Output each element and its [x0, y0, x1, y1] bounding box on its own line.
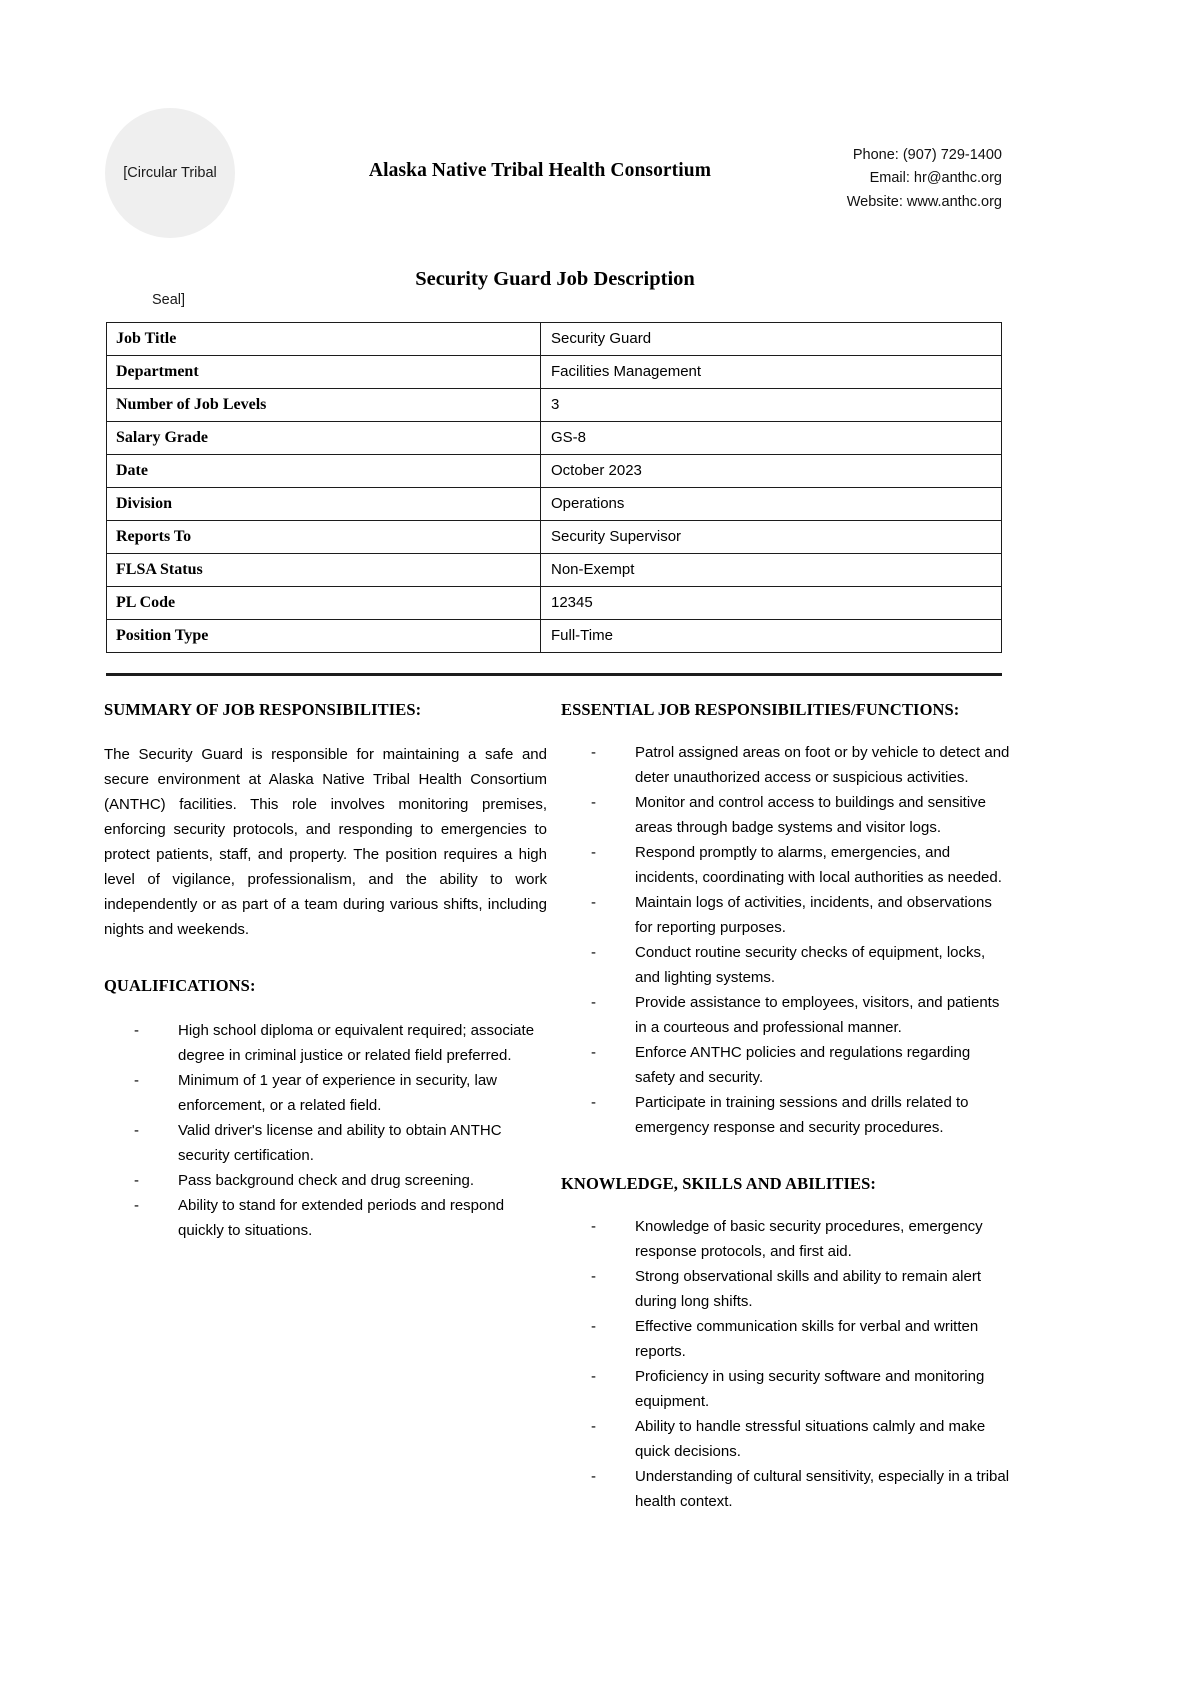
list-item-text: Minimum of 1 year of experience in security, law enforcement, or a related field. — [178, 1072, 498, 1114]
table-cell-value: Security Guard — [541, 323, 1002, 356]
list-item — [591, 1414, 1013, 1464]
bullet-dash-icon: - — [134, 1072, 139, 1089]
ksa-list — [561, 1214, 1013, 1514]
ksa-heading: KNOWLEDGE, SKILLS AND ABILITIES: — [561, 1174, 876, 1193]
list-item — [591, 1464, 1013, 1514]
list-item — [591, 740, 1013, 790]
table-cell-label: PL Code — [107, 587, 541, 620]
bullet-dash-icon: - — [591, 1468, 596, 1485]
table-cell-label: Reports To — [107, 521, 541, 554]
table-row — [107, 521, 1002, 554]
list-item — [591, 1314, 1013, 1364]
table-cell-label: Salary Grade — [107, 422, 541, 455]
list-item-text: Pass background check and drug screening. — [178, 1172, 475, 1189]
seal-caption: Seal] — [152, 292, 186, 308]
list-item — [591, 1090, 1013, 1140]
table-cell-label: FLSA Status — [107, 554, 541, 587]
list-item-text: Maintain logs of activities, incidents, and observations for reporting purposes. — [635, 894, 992, 936]
list-item — [591, 1214, 1013, 1264]
table-row — [107, 323, 1002, 356]
organization-name: Alaska Native Tribal Health Consortium — [368, 160, 712, 181]
table-cell-value: October 2023 — [541, 455, 1002, 488]
list-item — [591, 940, 1013, 990]
list-item — [591, 890, 1013, 940]
table-row — [107, 455, 1002, 488]
list-item-text: Enforce ANTHC policies and regulations regarding safety and security. — [635, 1044, 971, 1086]
table-cell-value: Full-Time — [541, 620, 1002, 653]
bullet-dash-icon: - — [591, 994, 596, 1011]
job-info-table-container — [106, 322, 1002, 653]
list-item-text: Effective communication skills for verbal and written reports. — [635, 1318, 979, 1360]
summary-heading: SUMMARY OF JOB RESPONSIBILITIES: — [104, 700, 422, 719]
job-info-table-body — [107, 323, 1002, 653]
table-cell-value: Non-Exempt — [541, 554, 1002, 587]
table-cell-label: Job Title — [107, 323, 541, 356]
bullet-dash-icon: - — [134, 1197, 139, 1214]
table-cell-value: 12345 — [541, 587, 1002, 620]
summary-paragraph: The Security Guard is responsible for maintaining a safe and secure environment at Alaska Native Tribal Health Consortium (ANTHC) facilities. This role involves monitoring premises, enforcing security protocols, and responding to emergencies to protect patients, staff, and property. The position requires a high level of vigilance, professionalism, and the ability to work independently or as part of a team during various shifts, including nights and weekends. — [104, 746, 547, 938]
table-cell-label: Position Type — [107, 620, 541, 653]
list-item — [591, 840, 1013, 890]
list-item — [134, 1168, 547, 1193]
list-item — [591, 990, 1013, 1040]
table-row — [107, 356, 1002, 389]
list-item — [591, 1264, 1013, 1314]
contact-phone: Phone: (907) 729-1400 — [852, 147, 1002, 163]
contact-block — [847, 144, 1002, 214]
bullet-dash-icon: - — [591, 1418, 596, 1435]
bullet-dash-icon: - — [591, 1368, 596, 1385]
list-item-text: Patrol assigned areas on foot or by vehicle to detect and deter unauthorized access or suspicious activities. — [635, 744, 1010, 786]
contact-email: Email: hr@anthc.org — [869, 170, 1002, 187]
list-item-text: Participate in training sessions and drills related to emergency response and security procedures. — [635, 1094, 969, 1136]
table-cell-value: Facilities Management — [541, 356, 1002, 389]
seal-label: [Circular Tribal — [123, 164, 217, 181]
list-item — [134, 1118, 547, 1168]
list-item — [134, 1193, 547, 1243]
bullet-dash-icon: - — [134, 1172, 139, 1189]
list-item-text: High school diploma or equivalent required; associate degree in criminal justice or related field preferred. — [178, 1022, 535, 1064]
bullet-dash-icon: - — [591, 844, 596, 861]
table-row — [107, 389, 1002, 422]
bullet-dash-icon: - — [591, 794, 596, 811]
bullet-dash-icon: - — [591, 1218, 596, 1235]
document-header — [0, 0, 1200, 308]
list-item-text: Conduct routine security checks of equipment, locks, and lighting systems. — [635, 944, 986, 986]
list-item-text: Respond promptly to alarms, emergencies, and incidents, coordinating with local authorities as needed. — [635, 844, 1002, 886]
essential-responsibilities-list — [561, 740, 1013, 1140]
list-item — [134, 1068, 547, 1118]
bullet-dash-icon: - — [591, 744, 596, 761]
job-info-table — [106, 322, 1002, 653]
table-cell-value: 3 — [541, 389, 1002, 422]
bullet-dash-icon: - — [591, 1318, 596, 1335]
list-item-text: Proficiency in using security software and monitoring equipment. — [635, 1368, 985, 1410]
content-columns — [0, 700, 1200, 1514]
list-item-text: Understanding of cultural sensitivity, especially in a tribal health context. — [635, 1468, 1010, 1510]
table-row — [107, 587, 1002, 620]
list-item-text: Knowledge of basic security procedures, emergency response protocols, and first aid. — [635, 1218, 983, 1260]
table-cell-value: Security Supervisor — [541, 521, 1002, 554]
bullet-dash-icon: - — [134, 1022, 139, 1039]
list-item-text: Strong observational skills and ability to remain alert during long shifts. — [635, 1268, 982, 1310]
bullet-dash-icon: - — [591, 894, 596, 911]
table-cell-label: Division — [107, 488, 541, 521]
bullet-dash-icon: - — [591, 944, 596, 961]
list-item-text: Ability to stand for extended periods and respond quickly to situations. — [178, 1197, 505, 1239]
bullet-dash-icon: - — [591, 1268, 596, 1285]
list-item — [591, 1364, 1013, 1414]
qualifications-list — [104, 1018, 547, 1243]
list-item — [134, 1018, 547, 1068]
list-item-text: Valid driver's license and ability to obtain ANTHC security certification. — [178, 1122, 502, 1164]
table-row — [107, 554, 1002, 587]
table-cell-label: Department — [107, 356, 541, 389]
bullet-dash-icon: - — [591, 1094, 596, 1111]
section-divider — [106, 673, 1002, 676]
list-item — [591, 1040, 1013, 1090]
right-column — [561, 700, 1013, 1514]
table-cell-value: Operations — [541, 488, 1002, 521]
table-cell-label: Date — [107, 455, 541, 488]
left-column — [104, 700, 547, 1514]
qualifications-heading: QUALIFICATIONS: — [104, 976, 256, 995]
table-row — [107, 422, 1002, 455]
list-item-text: Ability to handle stressful situations calmly and make quick decisions. — [635, 1418, 986, 1460]
essential-responsibilities-heading: ESSENTIAL JOB RESPONSIBILITIES/FUNCTIONS: — [561, 700, 960, 719]
table-row — [107, 620, 1002, 653]
bullet-dash-icon: - — [591, 1044, 596, 1061]
page-title: Security Guard Job Description — [415, 268, 695, 290]
table-cell-label: Number of Job Levels — [107, 389, 541, 422]
list-item — [591, 790, 1013, 840]
table-cell-value: GS-8 — [541, 422, 1002, 455]
list-item-text: Monitor and control access to buildings and sensitive areas through badge systems and visitor logs. — [635, 794, 987, 836]
table-row — [107, 488, 1002, 521]
list-item-text: Provide assistance to employees, visitors, and patients in a courteous and professional manner. — [635, 994, 1000, 1036]
bullet-dash-icon: - — [134, 1122, 139, 1139]
contact-website: Website: www.anthc.org — [846, 193, 1002, 210]
